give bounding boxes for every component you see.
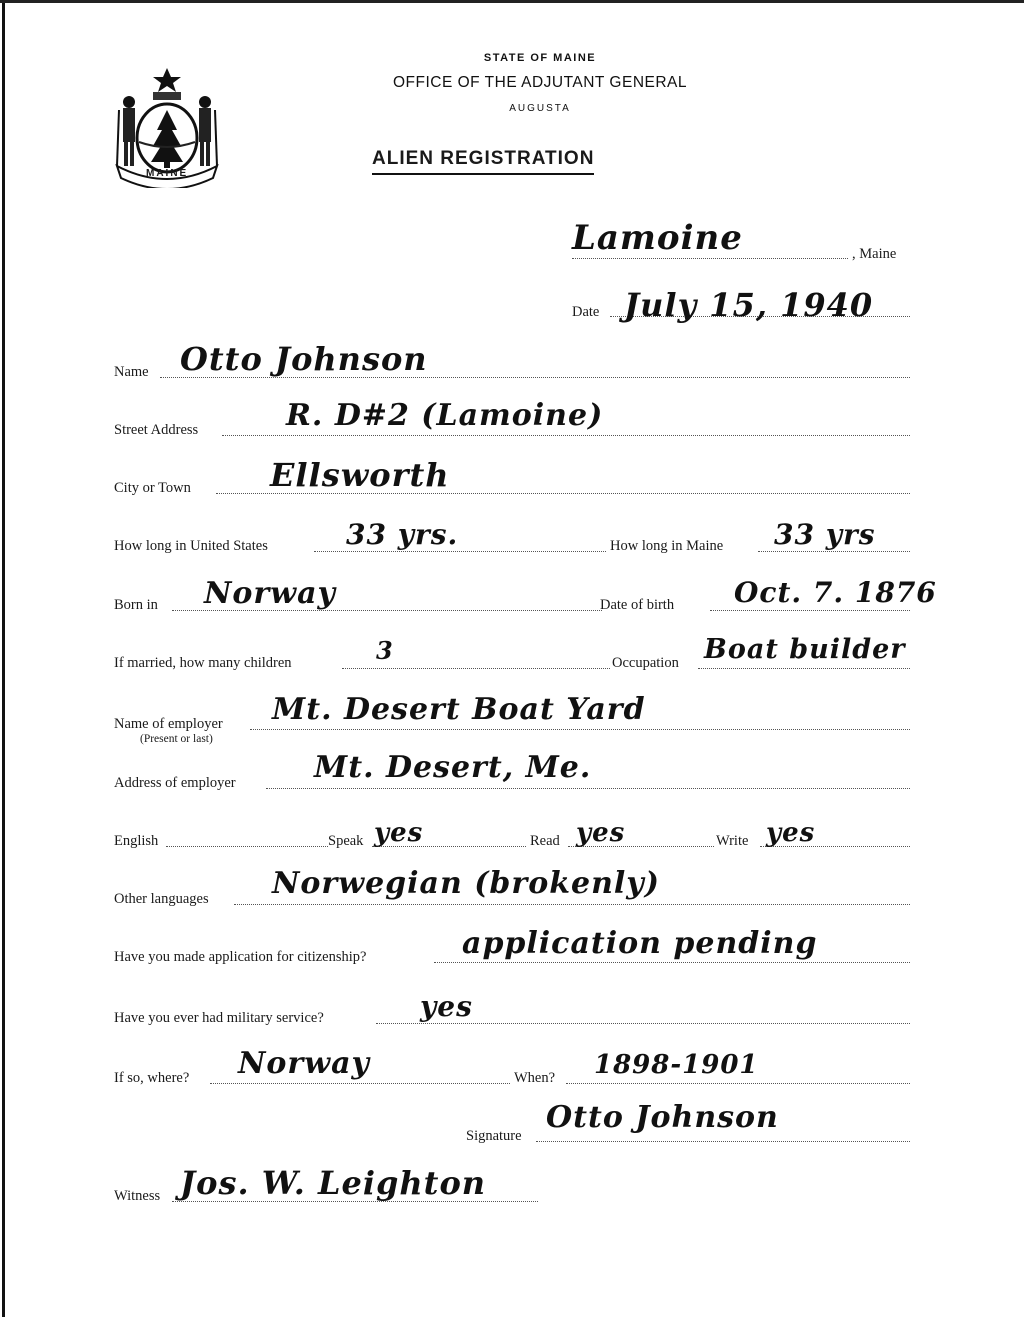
when-label: When?	[514, 1070, 556, 1086]
date-of-birth-label: Date of birth	[600, 597, 675, 613]
city-heading: AUGUSTA	[509, 103, 571, 114]
military-line	[376, 1023, 910, 1024]
how-long-us-line	[314, 551, 606, 552]
how-long-us-label: How long in United States	[114, 538, 268, 554]
employer-address-value: Mt. Desert, Me.	[314, 750, 592, 785]
english-label: English	[114, 833, 159, 849]
signature-value: Otto Johnson	[546, 1100, 779, 1135]
employer-line	[250, 729, 910, 730]
date-of-birth-line	[710, 610, 910, 611]
born-in-value: Norway	[204, 576, 336, 611]
street-address-label: Street Address	[114, 422, 199, 438]
scan-border-left	[2, 0, 5, 1317]
date-of-birth-value: Oct. 7. 1876	[734, 576, 937, 609]
how-long-maine-value: 33 yrs	[774, 518, 876, 551]
name-value: Otto Johnson	[180, 340, 428, 378]
citizenship-label: Have you made application for citizenship?	[114, 949, 367, 965]
military-label: Have you ever had military service?	[114, 1010, 324, 1026]
children-label: If married, how many children	[114, 655, 292, 671]
citizenship-value: application pending	[462, 926, 818, 961]
employer-note: (Present or last)	[140, 733, 213, 745]
read-label: Read	[530, 833, 560, 849]
write-label: Write	[716, 833, 749, 849]
town-value: Lamoine	[572, 218, 743, 258]
scan-border-top	[0, 0, 1024, 3]
when-line	[566, 1083, 910, 1084]
write-value: yes	[766, 818, 816, 848]
english-line	[166, 846, 328, 847]
name-label: Name	[114, 364, 149, 380]
how-long-maine-line	[758, 551, 910, 552]
employer-address-line	[266, 788, 910, 789]
how-long-us-value: 33 yrs.	[346, 518, 459, 551]
state-heading: STATE OF MAINE	[483, 52, 597, 64]
town-line	[572, 258, 848, 259]
how-long-maine-label: How long in Maine	[610, 538, 724, 554]
city-town-label: City or Town	[114, 480, 191, 496]
occupation-label: Occupation	[612, 655, 679, 671]
signature-label: Signature	[466, 1128, 522, 1144]
office-heading: OFFICE OF THE ADJUTANT GENERAL	[392, 74, 688, 91]
speak-value: yes	[374, 818, 424, 848]
employer-value: Mt. Desert Boat Yard	[272, 692, 646, 727]
born-in-label: Born in	[114, 597, 158, 613]
seal-banner-text: MAINE	[146, 168, 189, 179]
other-languages-value: Norwegian (brokenly)	[272, 866, 660, 901]
other-languages-label: Other languages	[114, 891, 209, 907]
date-value: July 15, 1940	[624, 286, 874, 324]
form-title: ALIEN REGISTRATION	[372, 148, 594, 175]
where-value: Norway	[238, 1046, 370, 1081]
military-value: yes	[420, 990, 473, 1023]
date-label: Date	[572, 304, 600, 320]
occupation-line	[698, 668, 910, 669]
employer-address-label: Address of employer	[114, 775, 236, 791]
occupation-value: Boat builder	[704, 634, 906, 665]
where-line	[210, 1083, 510, 1084]
witness-label: Witness	[114, 1188, 161, 1204]
maine-label: , Maine	[852, 246, 897, 262]
signature-line	[536, 1141, 910, 1142]
children-line	[342, 668, 610, 669]
citizenship-line	[434, 962, 910, 963]
where-label: If so, where?	[114, 1070, 190, 1086]
other-languages-line	[234, 904, 910, 905]
witness-value: Jos. W. Leighton	[180, 1164, 487, 1202]
speak-label: Speak	[328, 833, 364, 849]
city-town-value: Ellsworth	[270, 456, 450, 494]
when-value: 1898-1901	[594, 1050, 759, 1080]
street-address-line	[222, 435, 910, 436]
children-value: 3	[376, 636, 394, 665]
read-value: yes	[576, 818, 626, 848]
employer-label: Name of employer	[114, 716, 223, 732]
street-address-value: R. D#2 (Lamoine)	[286, 398, 604, 433]
